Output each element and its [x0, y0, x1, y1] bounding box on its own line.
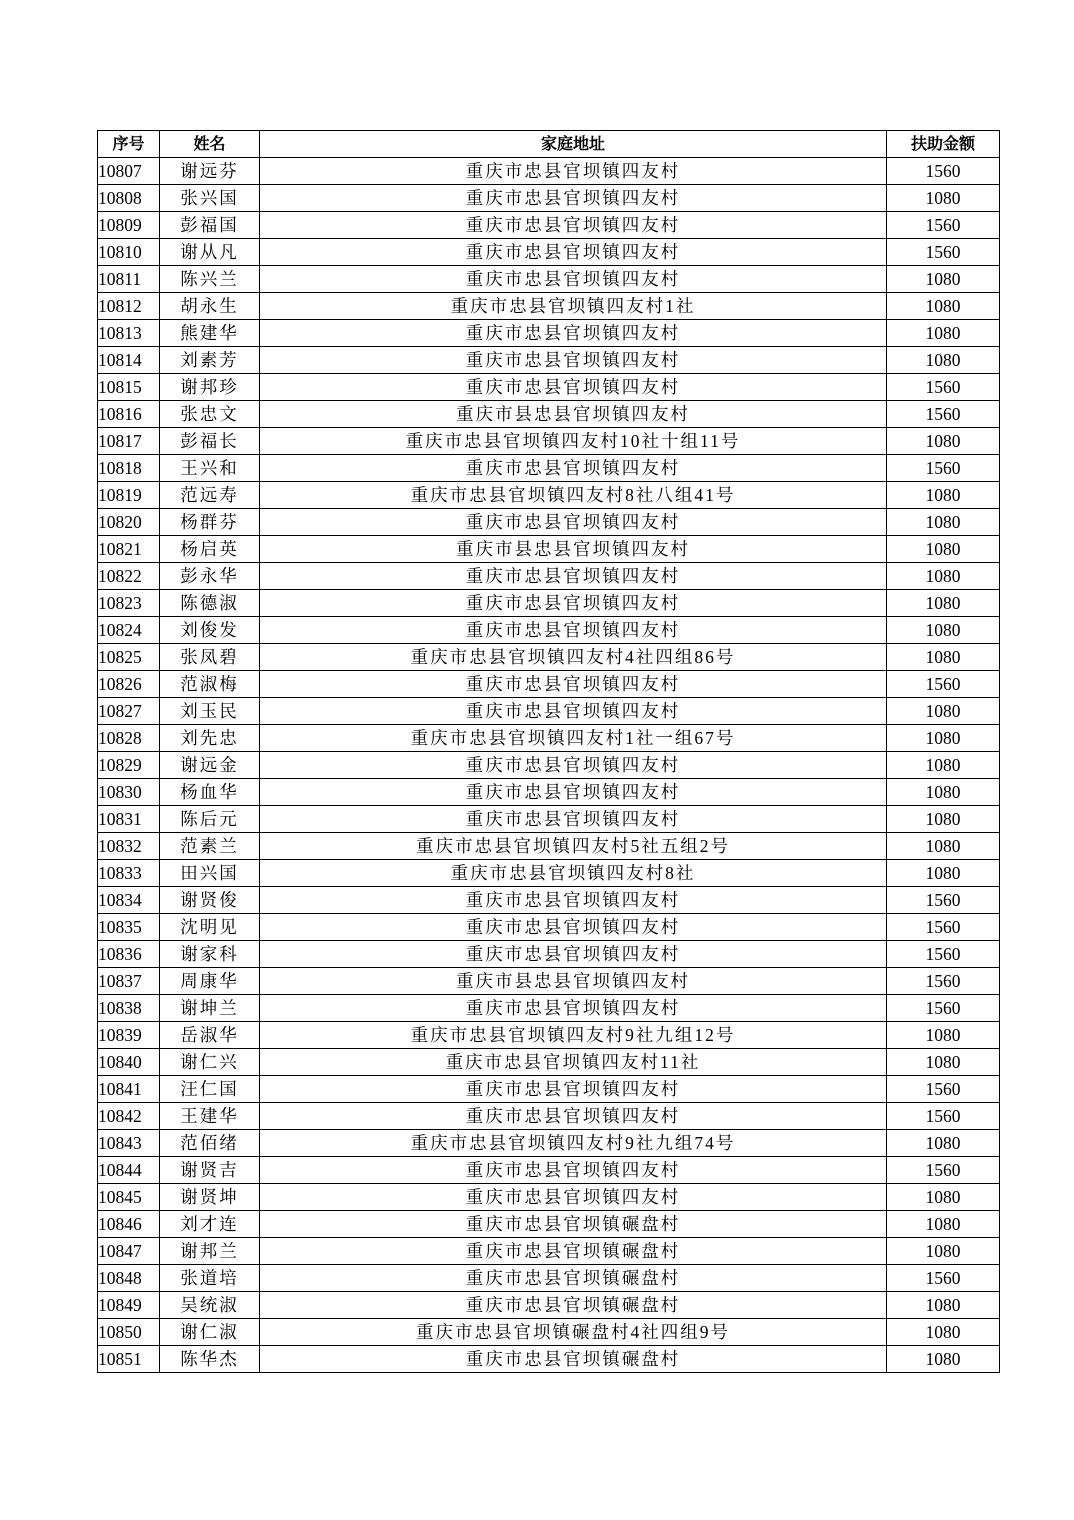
serial-number-cell: 10826: [98, 671, 160, 698]
name-cell: 彭福长: [160, 428, 260, 455]
serial-number-cell: 10821: [98, 536, 160, 563]
serial-number-cell: 10812: [98, 293, 160, 320]
name-cell: 周康华: [160, 968, 260, 995]
address-cell: 重庆市忠县官坝镇四友村: [260, 266, 887, 293]
amount-cell: 1080: [887, 698, 1000, 725]
table-row: [98, 968, 1000, 995]
name-cell: 张道培: [160, 1265, 260, 1292]
table-row: [98, 374, 1000, 401]
serial-number-cell: 10851: [98, 1346, 160, 1373]
amount-cell: 1080: [887, 185, 1000, 212]
amount-cell: 1080: [887, 806, 1000, 833]
table-row: [98, 698, 1000, 725]
name-cell: 谢贤吉: [160, 1157, 260, 1184]
address-cell: 重庆市忠县官坝镇四友村: [260, 1157, 887, 1184]
table-row: [98, 833, 1000, 860]
address-cell: 重庆市忠县官坝镇四友村: [260, 779, 887, 806]
table-row: [98, 158, 1000, 185]
address-cell: 重庆市忠县官坝镇四友村9社九组74号: [260, 1130, 887, 1157]
table-row: [98, 1211, 1000, 1238]
amount-cell: 1560: [887, 455, 1000, 482]
amount-cell: 1080: [887, 320, 1000, 347]
table-row: [98, 320, 1000, 347]
amount-cell: 1080: [887, 1049, 1000, 1076]
table-row: [98, 536, 1000, 563]
serial-number-cell: 10846: [98, 1211, 160, 1238]
amount-cell: 1080: [887, 563, 1000, 590]
amount-cell: 1080: [887, 1211, 1000, 1238]
address-cell: 重庆市忠县官坝镇四友村: [260, 590, 887, 617]
address-cell: 重庆市县忠县官坝镇四友村: [260, 968, 887, 995]
address-cell: 重庆市县忠县官坝镇四友村: [260, 401, 887, 428]
table-row: [98, 1184, 1000, 1211]
amount-cell: 1080: [887, 1022, 1000, 1049]
name-cell: 刘素芳: [160, 347, 260, 374]
serial-number-cell: 10811: [98, 266, 160, 293]
table-row: [98, 1022, 1000, 1049]
address-cell: 重庆市忠县官坝镇四友村: [260, 1076, 887, 1103]
name-cell: 杨血华: [160, 779, 260, 806]
address-cell: 重庆市忠县官坝镇碾盘村: [260, 1346, 887, 1373]
table-row: [98, 212, 1000, 239]
name-cell: 刘先忠: [160, 725, 260, 752]
address-cell: 重庆市忠县官坝镇四友村: [260, 752, 887, 779]
serial-number-cell: 10817: [98, 428, 160, 455]
address-cell: 重庆市忠县官坝镇四友村: [260, 158, 887, 185]
serial-number-cell: 10845: [98, 1184, 160, 1211]
header-name: 姓名: [160, 131, 260, 158]
name-cell: 沈明见: [160, 914, 260, 941]
name-cell: 范远寿: [160, 482, 260, 509]
serial-number-cell: 10808: [98, 185, 160, 212]
amount-cell: 1080: [887, 752, 1000, 779]
table-row: [98, 1157, 1000, 1184]
serial-number-cell: 10836: [98, 941, 160, 968]
document-page: [97, 130, 999, 1373]
amount-cell: 1080: [887, 833, 1000, 860]
amount-cell: 1080: [887, 644, 1000, 671]
amount-cell: 1560: [887, 671, 1000, 698]
name-cell: 岳淑华: [160, 1022, 260, 1049]
amount-cell: 1080: [887, 1130, 1000, 1157]
amount-cell: 1080: [887, 590, 1000, 617]
serial-number-cell: 10824: [98, 617, 160, 644]
address-cell: 重庆市忠县官坝镇四友村8社: [260, 860, 887, 887]
serial-number-cell: 10809: [98, 212, 160, 239]
serial-number-cell: 10825: [98, 644, 160, 671]
table-row: [98, 1346, 1000, 1373]
address-cell: 重庆市忠县官坝镇四友村: [260, 806, 887, 833]
table-row: [98, 752, 1000, 779]
serial-number-cell: 10834: [98, 887, 160, 914]
amount-cell: 1080: [887, 1346, 1000, 1373]
address-cell: 重庆市忠县官坝镇四友村: [260, 455, 887, 482]
table-row: [98, 266, 1000, 293]
amount-cell: 1080: [887, 779, 1000, 806]
name-cell: 谢远芬: [160, 158, 260, 185]
address-cell: 重庆市忠县官坝镇四友村: [260, 212, 887, 239]
table-row: [98, 185, 1000, 212]
table-row: [98, 563, 1000, 590]
amount-cell: 1560: [887, 887, 1000, 914]
serial-number-cell: 10841: [98, 1076, 160, 1103]
address-cell: 重庆市忠县官坝镇四友村: [260, 239, 887, 266]
table-row: [98, 1130, 1000, 1157]
table-row: [98, 1238, 1000, 1265]
name-cell: 杨启英: [160, 536, 260, 563]
table-row: [98, 293, 1000, 320]
serial-number-cell: 10833: [98, 860, 160, 887]
serial-number-cell: 10828: [98, 725, 160, 752]
table-row: [98, 347, 1000, 374]
serial-number-cell: 10818: [98, 455, 160, 482]
table-row: [98, 401, 1000, 428]
serial-number-cell: 10850: [98, 1319, 160, 1346]
serial-number-cell: 10847: [98, 1238, 160, 1265]
table-row: [98, 779, 1000, 806]
table-row: [98, 1076, 1000, 1103]
amount-cell: 1080: [887, 617, 1000, 644]
name-cell: 刘才连: [160, 1211, 260, 1238]
amount-cell: 1560: [887, 1157, 1000, 1184]
address-cell: 重庆市忠县官坝镇四友村: [260, 914, 887, 941]
serial-number-cell: 10810: [98, 239, 160, 266]
table-row: [98, 1103, 1000, 1130]
address-cell: 重庆市忠县官坝镇碾盘村: [260, 1265, 887, 1292]
address-cell: 重庆市忠县官坝镇四友村11社: [260, 1049, 887, 1076]
table-row: [98, 482, 1000, 509]
serial-number-cell: 10819: [98, 482, 160, 509]
amount-cell: 1080: [887, 266, 1000, 293]
name-cell: 范佰绪: [160, 1130, 260, 1157]
name-cell: 彭福国: [160, 212, 260, 239]
table-row: [98, 995, 1000, 1022]
table-row: [98, 590, 1000, 617]
name-cell: 彭永华: [160, 563, 260, 590]
amount-cell: 1560: [887, 374, 1000, 401]
amount-cell: 1560: [887, 239, 1000, 266]
table-row: [98, 239, 1000, 266]
table-row: [98, 1292, 1000, 1319]
serial-number-cell: 10842: [98, 1103, 160, 1130]
table-row: [98, 914, 1000, 941]
serial-number-cell: 10843: [98, 1130, 160, 1157]
name-cell: 谢家科: [160, 941, 260, 968]
table-row: [98, 860, 1000, 887]
name-cell: 谢仁淑: [160, 1319, 260, 1346]
name-cell: 陈华杰: [160, 1346, 260, 1373]
serial-number-cell: 10827: [98, 698, 160, 725]
name-cell: 谢贤坤: [160, 1184, 260, 1211]
amount-cell: 1560: [887, 995, 1000, 1022]
name-cell: 陈兴兰: [160, 266, 260, 293]
name-cell: 谢贤俊: [160, 887, 260, 914]
header-home-address: 家庭地址: [260, 131, 887, 158]
name-cell: 陈后元: [160, 806, 260, 833]
amount-cell: 1080: [887, 1319, 1000, 1346]
name-cell: 谢邦兰: [160, 1238, 260, 1265]
address-cell: 重庆市忠县官坝镇四友村: [260, 320, 887, 347]
name-cell: 谢邦珍: [160, 374, 260, 401]
table-row: [98, 644, 1000, 671]
serial-number-cell: 10848: [98, 1265, 160, 1292]
table-row: [98, 887, 1000, 914]
address-cell: 重庆市忠县官坝镇四友村4社四组86号: [260, 644, 887, 671]
serial-number-cell: 10829: [98, 752, 160, 779]
amount-cell: 1080: [887, 347, 1000, 374]
name-cell: 陈德淑: [160, 590, 260, 617]
amount-cell: 1080: [887, 860, 1000, 887]
serial-number-cell: 10849: [98, 1292, 160, 1319]
table-body: [98, 158, 1000, 1373]
serial-number-cell: 10837: [98, 968, 160, 995]
address-cell: 重庆市忠县官坝镇四友村: [260, 995, 887, 1022]
table-row: [98, 671, 1000, 698]
name-cell: 谢坤兰: [160, 995, 260, 1022]
name-cell: 田兴国: [160, 860, 260, 887]
amount-cell: 1080: [887, 536, 1000, 563]
serial-number-cell: 10820: [98, 509, 160, 536]
amount-cell: 1560: [887, 1076, 1000, 1103]
address-cell: 重庆市忠县官坝镇四友村: [260, 617, 887, 644]
amount-cell: 1560: [887, 968, 1000, 995]
serial-number-cell: 10831: [98, 806, 160, 833]
address-cell: 重庆市忠县官坝镇四友村: [260, 698, 887, 725]
serial-number-cell: 10823: [98, 590, 160, 617]
serial-number-cell: 10830: [98, 779, 160, 806]
amount-cell: 1560: [887, 1265, 1000, 1292]
name-cell: 张凤碧: [160, 644, 260, 671]
amount-cell: 1080: [887, 725, 1000, 752]
address-cell: 重庆市忠县官坝镇四友村: [260, 671, 887, 698]
amount-cell: 1560: [887, 941, 1000, 968]
serial-number-cell: 10816: [98, 401, 160, 428]
address-cell: 重庆市忠县官坝镇四友村: [260, 941, 887, 968]
table-row: [98, 1049, 1000, 1076]
table-row: [98, 941, 1000, 968]
address-cell: 重庆市忠县官坝镇四友村: [260, 563, 887, 590]
amount-cell: 1080: [887, 1292, 1000, 1319]
amount-cell: 1560: [887, 401, 1000, 428]
name-cell: 王兴和: [160, 455, 260, 482]
name-cell: 王建华: [160, 1103, 260, 1130]
serial-number-cell: 10815: [98, 374, 160, 401]
address-cell: 重庆市忠县官坝镇四友村: [260, 1184, 887, 1211]
table-row: [98, 455, 1000, 482]
table-row: [98, 509, 1000, 536]
amount-cell: 1080: [887, 293, 1000, 320]
name-cell: 张忠文: [160, 401, 260, 428]
amount-cell: 1080: [887, 1184, 1000, 1211]
amount-cell: 1080: [887, 509, 1000, 536]
address-cell: 重庆市忠县官坝镇四友村9社九组12号: [260, 1022, 887, 1049]
address-cell: 重庆市忠县官坝镇碾盘村: [260, 1292, 887, 1319]
table-row: [98, 428, 1000, 455]
address-cell: 重庆市忠县官坝镇碾盘村: [260, 1211, 887, 1238]
amount-cell: 1080: [887, 482, 1000, 509]
name-cell: 谢仁兴: [160, 1049, 260, 1076]
address-cell: 重庆市忠县官坝镇四友村8社八组41号: [260, 482, 887, 509]
serial-number-cell: 10814: [98, 347, 160, 374]
name-cell: 熊建华: [160, 320, 260, 347]
assistance-roster-table: [97, 130, 1000, 1373]
name-cell: 汪仁国: [160, 1076, 260, 1103]
table-row: [98, 806, 1000, 833]
serial-number-cell: 10844: [98, 1157, 160, 1184]
amount-cell: 1080: [887, 428, 1000, 455]
serial-number-cell: 10839: [98, 1022, 160, 1049]
address-cell: 重庆市忠县官坝镇四友村1社一组67号: [260, 725, 887, 752]
address-cell: 重庆市忠县官坝镇四友村5社五组2号: [260, 833, 887, 860]
address-cell: 重庆市县忠县官坝镇四友村: [260, 536, 887, 563]
table-row: [98, 1319, 1000, 1346]
name-cell: 范素兰: [160, 833, 260, 860]
serial-number-cell: 10838: [98, 995, 160, 1022]
address-cell: 重庆市忠县官坝镇四友村1社: [260, 293, 887, 320]
address-cell: 重庆市忠县官坝镇四友村: [260, 509, 887, 536]
amount-cell: 1560: [887, 914, 1000, 941]
table-row: [98, 725, 1000, 752]
serial-number-cell: 10813: [98, 320, 160, 347]
name-cell: 胡永生: [160, 293, 260, 320]
name-cell: 张兴国: [160, 185, 260, 212]
address-cell: 重庆市忠县官坝镇四友村: [260, 1103, 887, 1130]
name-cell: 吴统淑: [160, 1292, 260, 1319]
header-serial-number: 序号: [98, 131, 160, 158]
address-cell: 重庆市忠县官坝镇四友村: [260, 347, 887, 374]
name-cell: 谢从凡: [160, 239, 260, 266]
name-cell: 刘玉民: [160, 698, 260, 725]
amount-cell: 1560: [887, 158, 1000, 185]
amount-cell: 1560: [887, 212, 1000, 239]
name-cell: 刘俊发: [160, 617, 260, 644]
serial-number-cell: 10835: [98, 914, 160, 941]
serial-number-cell: 10832: [98, 833, 160, 860]
address-cell: 重庆市忠县官坝镇四友村: [260, 374, 887, 401]
serial-number-cell: 10840: [98, 1049, 160, 1076]
address-cell: 重庆市忠县官坝镇碾盘村: [260, 1238, 887, 1265]
name-cell: 谢远金: [160, 752, 260, 779]
name-cell: 范淑梅: [160, 671, 260, 698]
amount-cell: 1560: [887, 1103, 1000, 1130]
serial-number-cell: 10822: [98, 563, 160, 590]
name-cell: 杨群芬: [160, 509, 260, 536]
table-header-row: [98, 131, 1000, 158]
table-row: [98, 1265, 1000, 1292]
address-cell: 重庆市忠县官坝镇四友村10社十组11号: [260, 428, 887, 455]
serial-number-cell: 10807: [98, 158, 160, 185]
table-row: [98, 617, 1000, 644]
amount-cell: 1080: [887, 1238, 1000, 1265]
address-cell: 重庆市忠县官坝镇四友村: [260, 185, 887, 212]
address-cell: 重庆市忠县官坝镇碾盘村4社四组9号: [260, 1319, 887, 1346]
address-cell: 重庆市忠县官坝镇四友村: [260, 887, 887, 914]
header-assistance-amount: 扶助金额: [887, 131, 1000, 158]
